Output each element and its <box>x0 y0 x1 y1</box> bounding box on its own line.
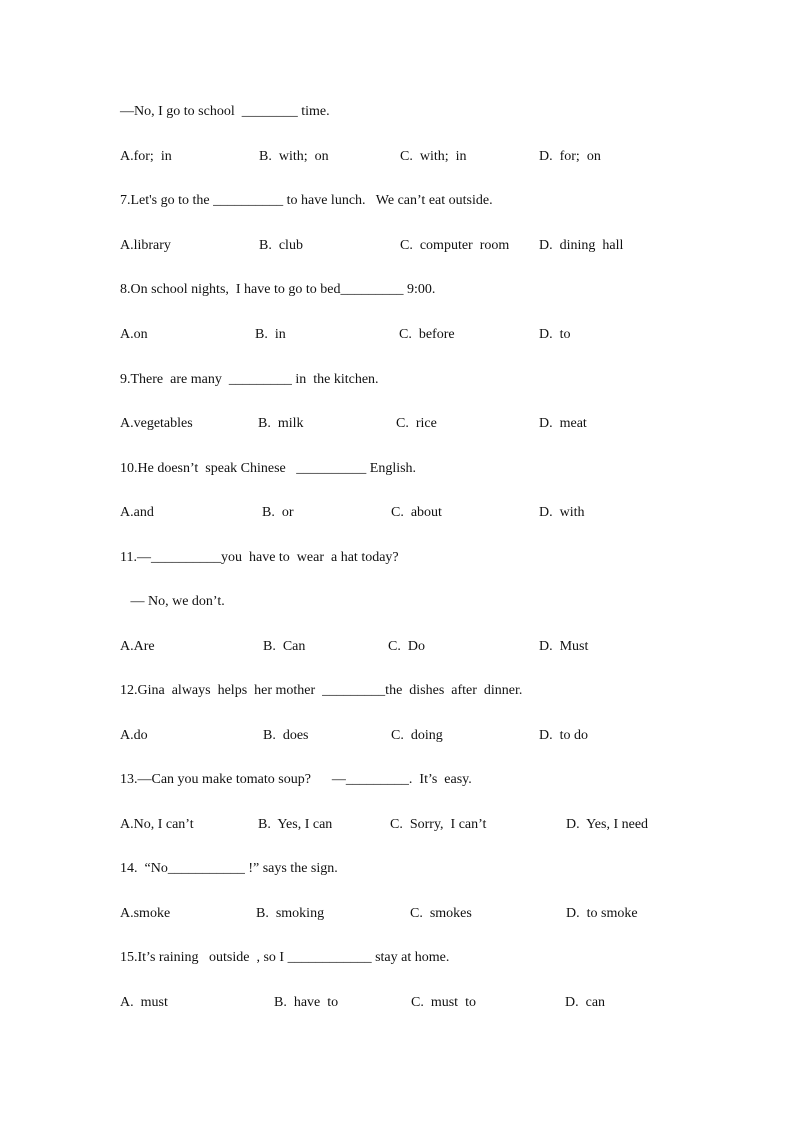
option-a: A.smoke <box>120 906 171 921</box>
option-c: C. rice <box>396 416 437 431</box>
option-d: D. to <box>539 327 571 342</box>
option-d: D. Yes, I need <box>566 817 649 832</box>
option-c: C. Sorry, I can’t <box>390 817 487 832</box>
option-c: C. before <box>399 327 455 342</box>
option-c: C. must to <box>411 995 476 1010</box>
option-c: C. doing <box>391 728 443 743</box>
option-c: C. smokes <box>410 906 472 921</box>
option-a: A.library <box>120 238 171 253</box>
option-c: C. computer room <box>400 238 510 253</box>
option-d: D. Must <box>539 639 589 654</box>
option-b: B. milk <box>258 416 304 431</box>
option-d: D. meat <box>539 416 587 431</box>
option-b: B. or <box>262 505 294 520</box>
question-10: 10.He doesn’t speak Chinese __________ English. <box>120 461 417 476</box>
option-c: C. Do <box>388 639 425 654</box>
question-9: 9.There are many _________ in the kitchen. <box>120 372 379 387</box>
option-c: C. with; in <box>400 149 467 164</box>
question-14: 14. “No___________ !” says the sign. <box>120 861 338 876</box>
option-b: B. Yes, I can <box>258 817 333 832</box>
question-11: 11.—__________you have to wear a hat today? <box>120 550 399 565</box>
option-b: B. does <box>263 728 309 743</box>
option-b: B. have to <box>274 995 339 1010</box>
option-d: D. can <box>565 995 606 1010</box>
option-d: D. with <box>539 505 585 520</box>
option-c: C. about <box>391 505 442 520</box>
question-6-continuation: —No, I go to school ________ time. <box>120 104 330 119</box>
option-b: B. club <box>259 238 303 253</box>
option-a: A.vegetables <box>120 416 193 431</box>
option-b: B. Can <box>263 639 306 654</box>
option-b: B. in <box>255 327 286 342</box>
option-d: D. dining hall <box>539 238 624 253</box>
option-d: D. to do <box>539 728 588 743</box>
option-a: A.on <box>120 327 148 342</box>
option-a: A.Are <box>120 639 155 654</box>
option-d: D. to smoke <box>566 906 638 921</box>
option-b: B. with; on <box>259 149 329 164</box>
option-a: A.for; in <box>120 149 172 164</box>
option-b: B. smoking <box>256 906 325 921</box>
question-12: 12.Gina always helps her mother _________the dishes after dinner. <box>120 683 523 698</box>
option-d: D. for; on <box>539 149 601 164</box>
option-a: A.No, I can’t <box>120 817 194 832</box>
option-a: A.do <box>120 728 148 743</box>
option-a: A. must <box>120 995 168 1010</box>
question-8: 8.On school nights, I have to go to bed_________ 9:00. <box>120 282 436 297</box>
question-13: 13.—Can you make tomato soup? —_________. It’s easy. <box>120 772 472 787</box>
question-7: 7.Let's go to the __________ to have lunch. We can’t eat outside. <box>120 193 493 208</box>
question-11-answer-line: — No, we don’t. <box>120 594 225 609</box>
option-a: A.and <box>120 505 154 520</box>
question-15: 15.It’s raining outside , so I ____________ stay at home. <box>120 950 450 965</box>
